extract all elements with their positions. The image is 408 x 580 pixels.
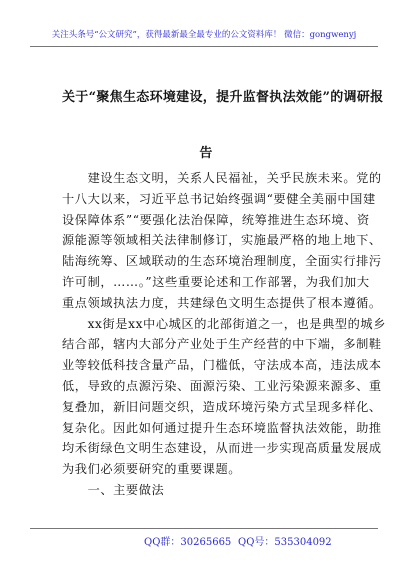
section-heading: 一、主要做法 bbox=[62, 482, 165, 497]
paragraph-line: 建设生态文明，关系人民福祉，关乎民族未来。党的 bbox=[62, 171, 382, 185]
document-body bbox=[62, 168, 387, 501]
footer-qq-number: QQ号：535304092 bbox=[238, 537, 332, 548]
paragraph-line: 十八大以来，习近平总书记始终强调“要健全美丽中国建 bbox=[62, 191, 376, 206]
footer-qq-group: QQ群：30265665 bbox=[144, 537, 232, 548]
paragraph-line: 设保障体系”“要强化法治保障，统筹推进生态环境、资 bbox=[62, 212, 370, 227]
paragraph-line: 复叠加，新旧问题交织，造成环境污染方式呈现多样化、 bbox=[62, 399, 382, 414]
paragraph-line: 均禾街绿色文明生态建设，从而进一步实现高质量发展成 bbox=[62, 441, 382, 456]
header-divider bbox=[30, 46, 378, 47]
paragraph-line: 业等较低科技含量产品，门槛低，守法成本高，违法成本 bbox=[62, 358, 382, 373]
title-line: 关于“聚焦生态环境建设，提升监督执法效能”的调研报 bbox=[62, 90, 384, 105]
footer-divider bbox=[30, 528, 378, 529]
paragraph-line: 源能源等领域相关法律制修订，实施最严格的地上地下、 bbox=[62, 233, 382, 248]
title-line: 告 bbox=[199, 146, 213, 161]
paragraph-line: 许可制，……。”这些重要论述和工作部署，为我们加大 bbox=[62, 274, 370, 289]
paragraph-line: 为我们必须要研究的重要课题。 bbox=[62, 462, 242, 477]
paragraph-line: 陆海统筹、区域联动的生态环境治理制度，全面实行排污 bbox=[62, 254, 382, 269]
header-banner: 关注头条号“公文研究”，获得最新最全最专业的公文资料库！ 微信：gongwenyj bbox=[51, 30, 357, 40]
paragraph-line: 重点领域执法力度，共建绿色文明生态提供了根本遵循。 bbox=[62, 295, 382, 310]
document-title bbox=[62, 70, 384, 182]
paragraph-line: xx街是xx中心城区的北部街道之一，也是典型的城乡 bbox=[62, 316, 387, 331]
paragraph-line: 结合部，辖内大部分产业处于生产经营的中下端，多制鞋 bbox=[62, 337, 382, 352]
paragraph-line: 复杂化。因此如何通过提升生态环境监督执法效能，助推 bbox=[62, 420, 382, 435]
paragraph-line: 低，导致的点源污染、面源污染、工业污染源来源多、重 bbox=[62, 378, 382, 393]
